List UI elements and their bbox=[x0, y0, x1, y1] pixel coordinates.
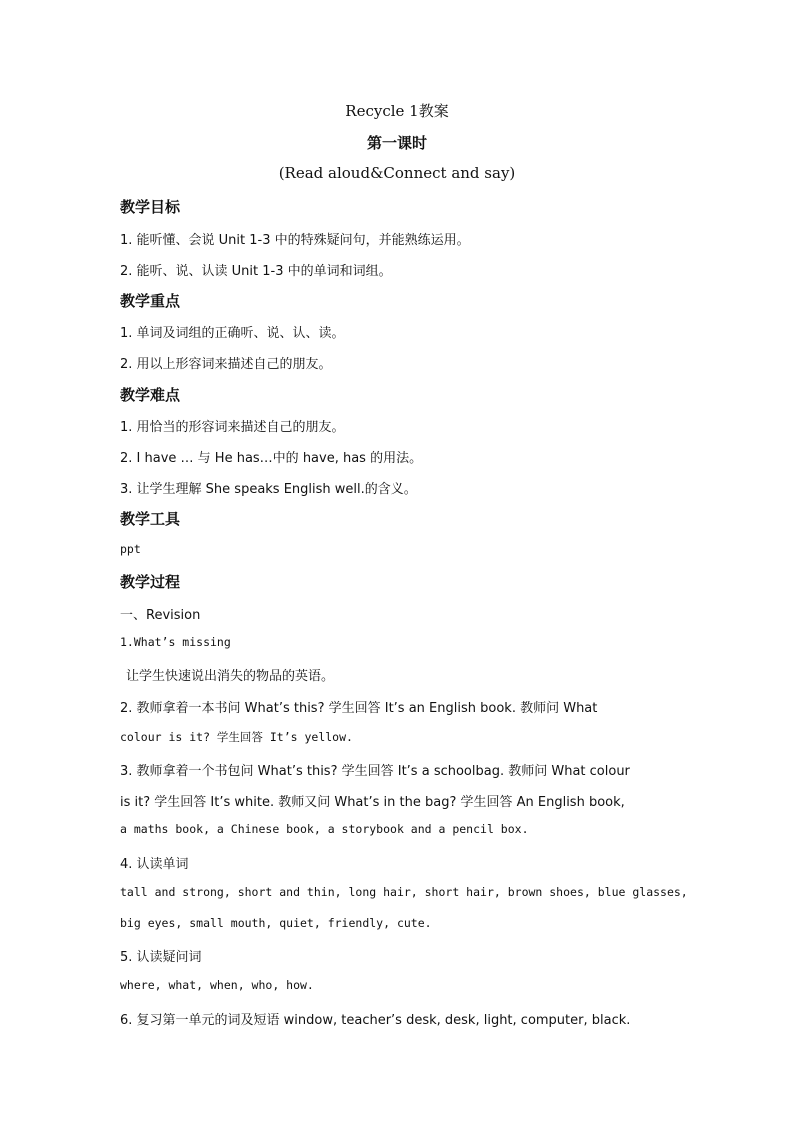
process-line: 2. 教师拿着一本书问 What’s this? 学生回答 It’s an English book. 教师问 What bbox=[120, 701, 598, 716]
process-line: is it? 学生回答 It’s white. 教师又问 What’s in the bag? 学生回答 An English book, bbox=[120, 795, 625, 810]
tools-heading: 教学工具 bbox=[120, 510, 181, 528]
tools-text: ppt bbox=[120, 542, 141, 556]
difficulty-item: 2. I have … 与 He has…中的 have, has 的用法。 bbox=[120, 451, 423, 466]
objective-item: 2. 能听、说、认读 Unit 1-3 中的单词和词组。 bbox=[120, 264, 392, 279]
process-line: tall and strong, short and thin, long hair, short hair, brown shoes, blue glasses, bbox=[120, 885, 688, 899]
difficulties-heading: 教学难点 bbox=[120, 386, 181, 404]
process-line: 3. 教师拿着一个书包问 What’s this? 学生回答 It’s a schoolbag. 教师问 What colour bbox=[120, 764, 630, 779]
process-line: 6. 复习第一单元的词及短语 window, teacher’s desk, desk, light, computer, black. bbox=[120, 1013, 631, 1028]
process-line: big eyes, small mouth, quiet, friendly, cute. bbox=[120, 916, 432, 930]
key-points-heading: 教学重点 bbox=[120, 292, 181, 310]
process-line: 5. 认读疑问词 bbox=[120, 950, 202, 965]
difficulty-item: 1. 用恰当的形容词来描述自己的朋友。 bbox=[120, 420, 345, 435]
doc-title: Recycle 1教案 bbox=[345, 102, 449, 120]
process-line: 4. 认读单词 bbox=[120, 857, 189, 872]
key-point-item: 1. 单词及词组的正确听、说、认、读。 bbox=[120, 326, 345, 341]
process-line: colour is it? 学生回答 It’s yellow. bbox=[120, 730, 353, 744]
process-line: where, what, when, who, how. bbox=[120, 978, 314, 992]
doc-subtitle: 第一课时 bbox=[366, 134, 427, 152]
process-line: a maths book, a Chinese book, a storybook and a pencil box. bbox=[120, 822, 529, 836]
objective-item: 1. 能听懂、会说 Unit 1-3 中的特殊疑问句，并能熟练运用。 bbox=[120, 233, 470, 248]
key-point-item: 2. 用以上形容词来描述自己的朋友。 bbox=[120, 357, 332, 372]
difficulty-item: 3. 让学生理解 She speaks English well.的含义。 bbox=[120, 482, 417, 497]
process-line: 让学生快速说出消失的物品的英语。 bbox=[126, 669, 335, 684]
process-heading: 教学过程 bbox=[120, 573, 181, 591]
process-line: 1.What’s missing bbox=[120, 635, 231, 649]
objectives-heading: 教学目标 bbox=[120, 198, 181, 216]
process-line: 一、Revision bbox=[120, 608, 201, 623]
lesson-name: (Read aloud&Connect and say) bbox=[278, 164, 516, 182]
